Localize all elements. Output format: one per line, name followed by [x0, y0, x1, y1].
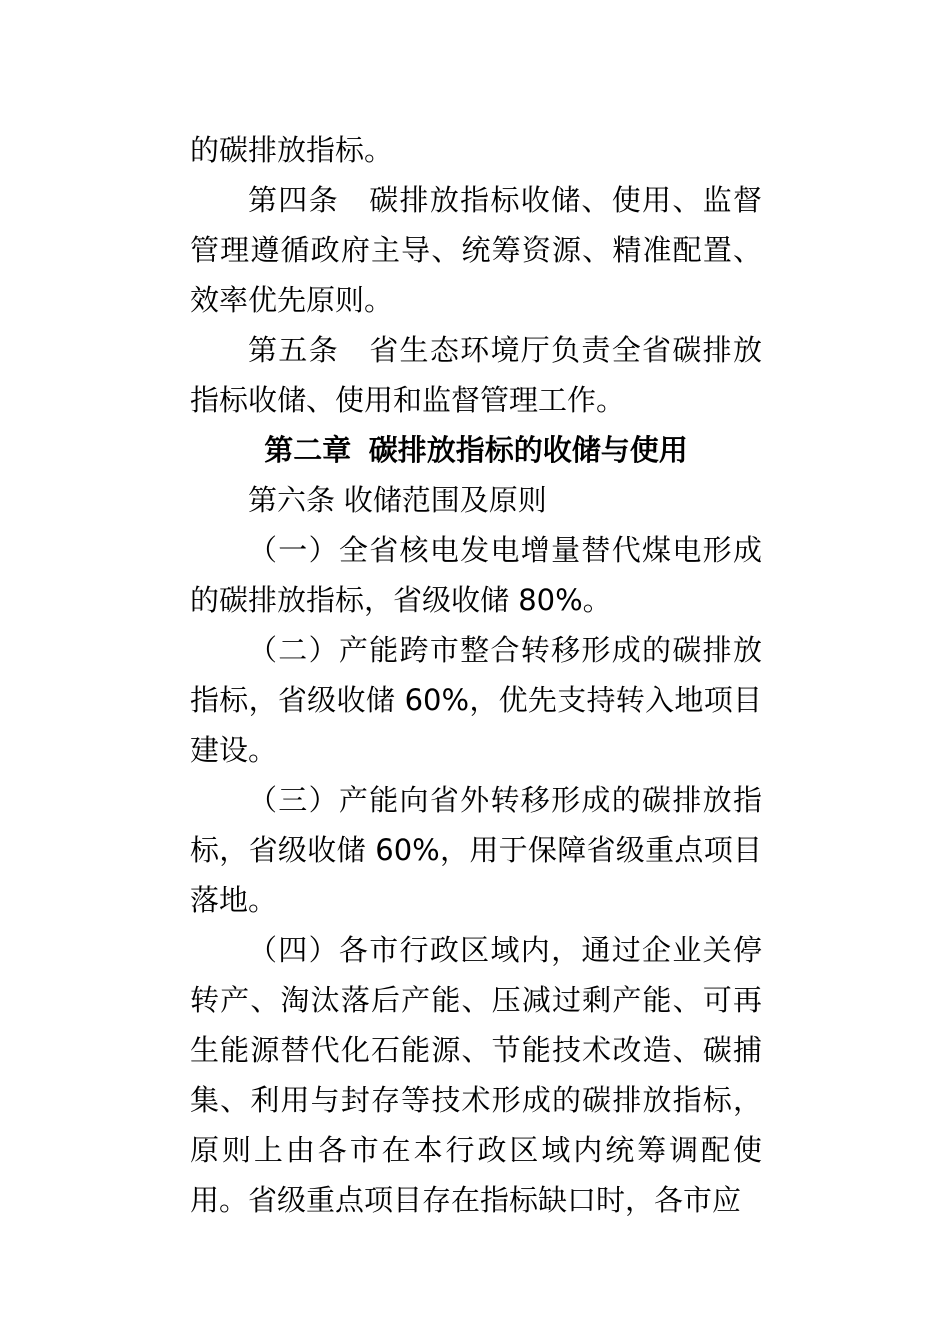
chapter-title: 碳排放指标的收储与使用: [368, 433, 688, 467]
article-6: [190, 475, 762, 525]
article-4-text: 碳排放指标收储、使用、监督管理遵循政府主导、统筹资源、精准配置、效率优先原则。: [190, 183, 762, 317]
article-4-number: 第四条: [248, 183, 339, 217]
item-3: （三）产能向省外转移形成的碳排放指标，省级收储 60%，用于保障省级重点项目落地。: [190, 783, 762, 917]
item-1: （一）全省核电发电增量替代煤电形成的碳排放指标，省级收储 80%。: [190, 533, 762, 617]
article-4: [190, 175, 762, 325]
article-5: [190, 325, 762, 425]
item-4: （四）各市行政区域内，通过企业关停转产、淘汰落后产能、压减过剩产能、可再生能源替代化石能源、节能技术改造、碳捕集、利用与封存等技术形成的碳排放指标，原则上由各市在本行政区域内统筹调配使用。省级重点项目存在指标缺口时，各市应: [190, 933, 762, 1217]
article-5-number: 第五条: [248, 333, 339, 367]
chapter-number: 第二章: [264, 433, 352, 467]
article-6-text: 收储范围及原则: [343, 483, 547, 517]
article-5-text: 省生态环境厅负责全省碳排放指标收储、使用和监督管理工作。: [190, 333, 762, 417]
chapter-heading: [190, 425, 762, 475]
item-2: （二）产能跨市整合转移形成的碳排放指标，省级收储 60%，优先支持转入地项目建设。: [190, 633, 762, 767]
article-6-number: 第六条: [248, 483, 336, 517]
paragraph-continuation: 的碳排放指标。: [190, 133, 394, 167]
document-body: [190, 125, 762, 1225]
